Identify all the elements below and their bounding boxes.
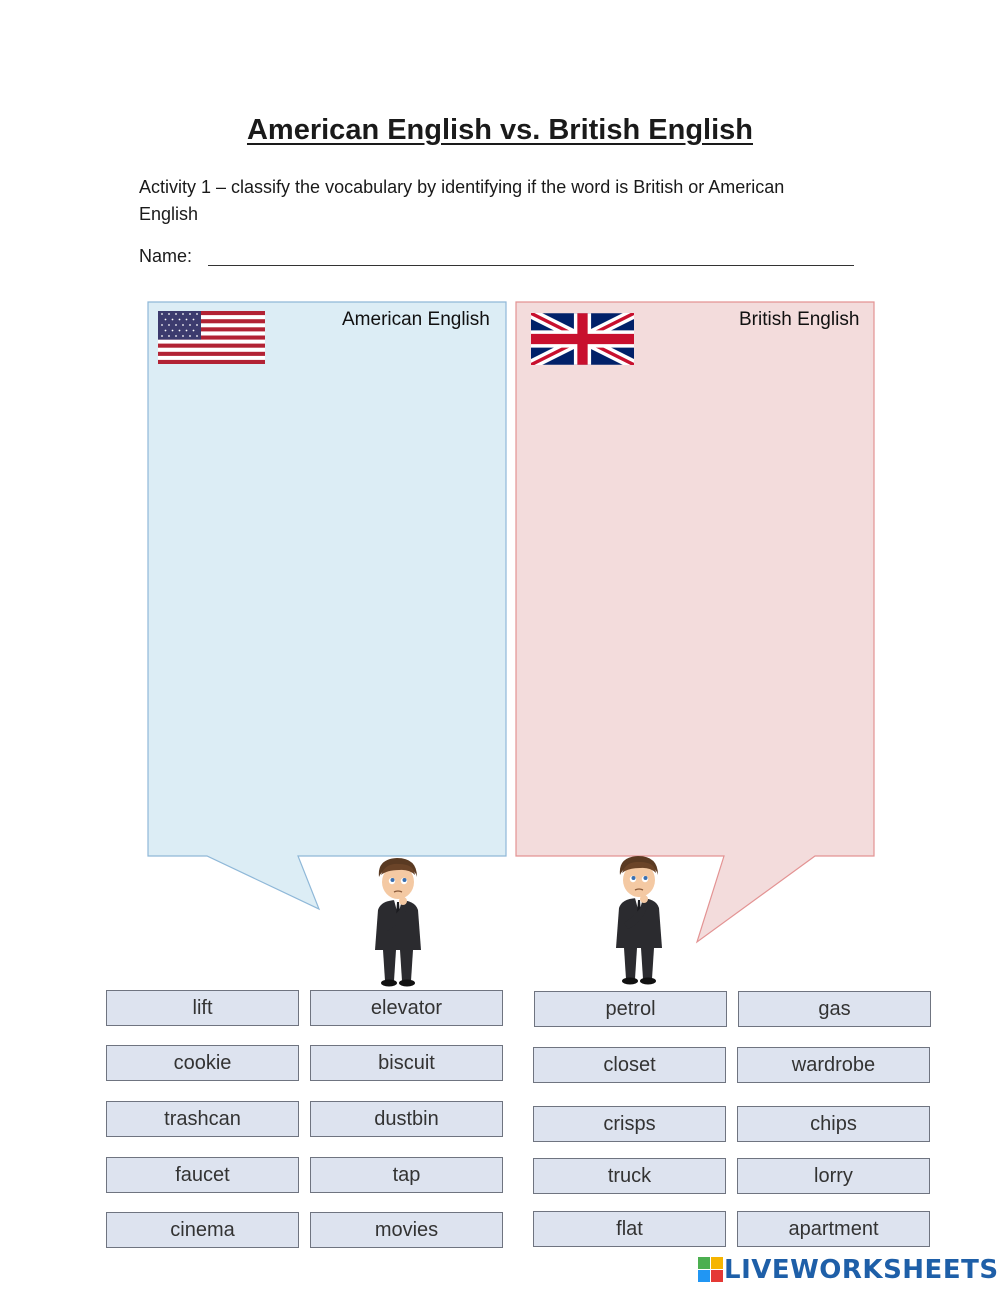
word-chip-chips[interactable]: chips: [737, 1106, 930, 1142]
word-chip-movies[interactable]: movies: [310, 1212, 503, 1248]
word-chip-crisps[interactable]: crisps: [533, 1106, 726, 1142]
american-drop-box[interactable]: [148, 302, 506, 909]
word-chip-wardrobe[interactable]: wardrobe: [737, 1047, 930, 1083]
word-chip-lift[interactable]: lift: [106, 990, 299, 1026]
word-chip-gas[interactable]: gas: [738, 991, 931, 1027]
word-chip-dustbin[interactable]: dustbin: [310, 1101, 503, 1137]
word-chip-apartment[interactable]: apartment: [737, 1211, 930, 1247]
activity-instructions: Activity 1 – classify the vocabulary by identifying if the word is British or American English: [139, 177, 785, 224]
word-chip-cinema[interactable]: cinema: [106, 1212, 299, 1248]
thinking-man-right-icon: [606, 851, 672, 987]
logo-text: LIVEWORKSHEETS: [724, 1255, 999, 1285]
word-chip-elevator[interactable]: elevator: [310, 990, 503, 1026]
thinking-man-left-icon: [365, 855, 431, 987]
name-label: Name:: [139, 246, 193, 266]
liveworksheets-blocks-icon: [698, 1257, 724, 1283]
word-chip-truck[interactable]: truck: [533, 1158, 726, 1194]
american-box-label: American English: [342, 309, 490, 330]
worksheet-title: American English vs. British English: [246, 114, 753, 146]
word-chip-tap[interactable]: tap: [310, 1157, 503, 1193]
british-drop-box[interactable]: [516, 302, 874, 942]
word-chip-closet[interactable]: closet: [533, 1047, 726, 1083]
liveworksheets-logo: [698, 1253, 999, 1287]
word-chip-petrol[interactable]: petrol: [534, 991, 727, 1027]
word-chip-faucet[interactable]: faucet: [106, 1157, 299, 1193]
word-chip-flat[interactable]: flat: [533, 1211, 726, 1247]
us-flag-icon: [158, 311, 265, 364]
word-chip-trashcan[interactable]: trashcan: [106, 1101, 299, 1137]
british-box-label: British English: [739, 309, 860, 330]
uk-flag-icon: [531, 313, 634, 365]
word-chip-cookie[interactable]: cookie: [106, 1045, 299, 1081]
word-chip-biscuit[interactable]: biscuit: [310, 1045, 503, 1081]
word-chip-lorry[interactable]: lorry: [737, 1158, 930, 1194]
